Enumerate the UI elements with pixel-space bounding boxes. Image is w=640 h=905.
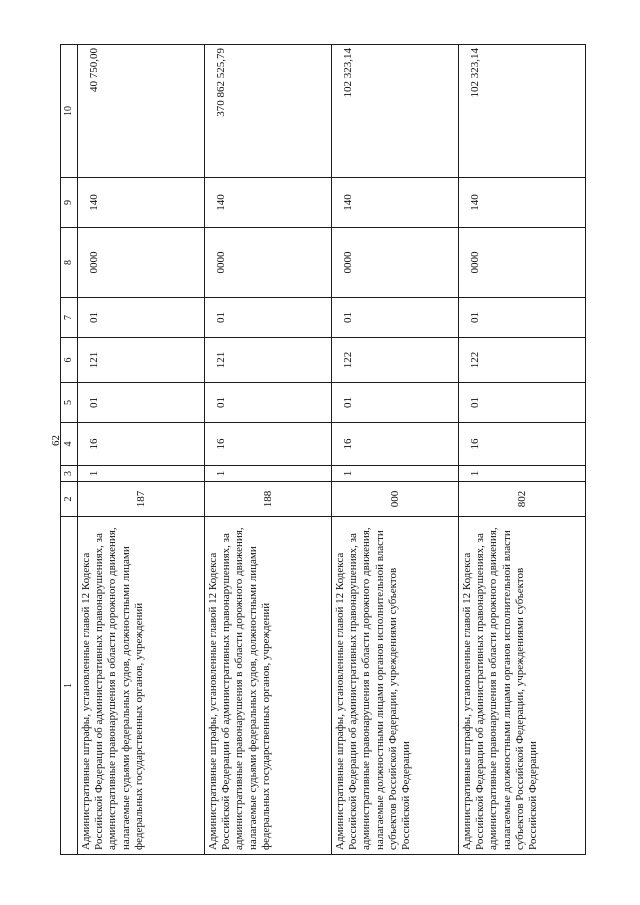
admin-code: 802 [459, 482, 586, 517]
code-cell: 0000 [78, 228, 205, 298]
header-cell: 8 [61, 228, 78, 298]
revenue-description: Административные штрафы, установленные главой 12 Кодекса Российской Федерации об административных правонарушениях, за административные правонарушения в области дорожного движения, налагаемые должностными лицами органов исполнительной власти субъектов Российской Федерации, учреждениями субъектов Российской Федерации [332, 517, 459, 855]
code-cell: 16 [78, 423, 205, 466]
header-cell: 5 [61, 383, 78, 423]
rotated-table-container [60, 45, 550, 855]
header-cell: 2 [61, 482, 78, 517]
table-row [205, 45, 332, 855]
code-cell: 140 [78, 178, 205, 228]
header-cell: 3 [61, 466, 78, 482]
amount-cell: 102 323,14 [459, 45, 586, 178]
code-cell: 140 [205, 178, 332, 228]
table-row [78, 45, 205, 855]
code-cell: 01 [205, 298, 332, 338]
amount-cell: 102 323,14 [332, 45, 459, 178]
code-cell: 121 [78, 338, 205, 383]
admin-code: 188 [205, 482, 332, 517]
revenue-description: Административные штрафы, установленные главой 12 Кодекса Российской Федерации об административных правонарушениях, за административные правонарушения в области дорожного движения, налагаемые судьями федеральных судов, должностными лицами федеральных государственных органов, учреждений [205, 517, 332, 855]
code-cell: 1 [332, 466, 459, 482]
code-cell: 16 [332, 423, 459, 466]
code-cell: 0000 [459, 228, 586, 298]
header-cell: 9 [61, 178, 78, 228]
header-cell: 1 [61, 517, 78, 855]
table-row [459, 45, 586, 855]
budget-revenue-table [60, 44, 586, 855]
page-number: 62 [50, 435, 62, 446]
code-cell: 1 [78, 466, 205, 482]
code-cell: 122 [459, 338, 586, 383]
admin-code: 000 [332, 482, 459, 517]
code-cell: 0000 [205, 228, 332, 298]
code-cell: 122 [332, 338, 459, 383]
code-cell: 1 [459, 466, 586, 482]
code-cell: 16 [459, 423, 586, 466]
code-cell: 16 [205, 423, 332, 466]
header-cell: 6 [61, 338, 78, 383]
header-cell: 10 [61, 45, 78, 178]
code-cell: 01 [205, 383, 332, 423]
code-cell: 01 [459, 298, 586, 338]
header-cell: 7 [61, 298, 78, 338]
code-cell: 1 [205, 466, 332, 482]
code-cell: 121 [205, 338, 332, 383]
code-cell: 140 [459, 178, 586, 228]
code-cell: 0000 [332, 228, 459, 298]
code-cell: 01 [78, 383, 205, 423]
table-row [332, 45, 459, 855]
code-cell: 01 [332, 298, 459, 338]
header-cell: 4 [61, 423, 78, 466]
code-cell: 01 [78, 298, 205, 338]
code-cell: 01 [459, 383, 586, 423]
revenue-description: Административные штрафы, установленные главой 12 Кодекса Российской Федерации об административных правонарушениях, за административные правонарушения в области дорожного движения, налагаемые должностными лицами органов исполнительной власти субъектов Российской Федерации, учреждениями субъектов Российской Федерации [459, 517, 586, 855]
revenue-description: Административные штрафы, установленные главой 12 Кодекса Российской Федерации об административных правонарушениях, за административные правонарушения в области дорожного движения, налагаемые судьями федеральных судов, должностными лицами федеральных государственных органов, учреждений [78, 517, 205, 855]
amount-cell: 370 862 525,79 [205, 45, 332, 178]
code-cell: 140 [332, 178, 459, 228]
code-cell: 01 [332, 383, 459, 423]
admin-code: 187 [78, 482, 205, 517]
amount-cell: 40 750,00 [78, 45, 205, 178]
header-row [61, 45, 78, 855]
